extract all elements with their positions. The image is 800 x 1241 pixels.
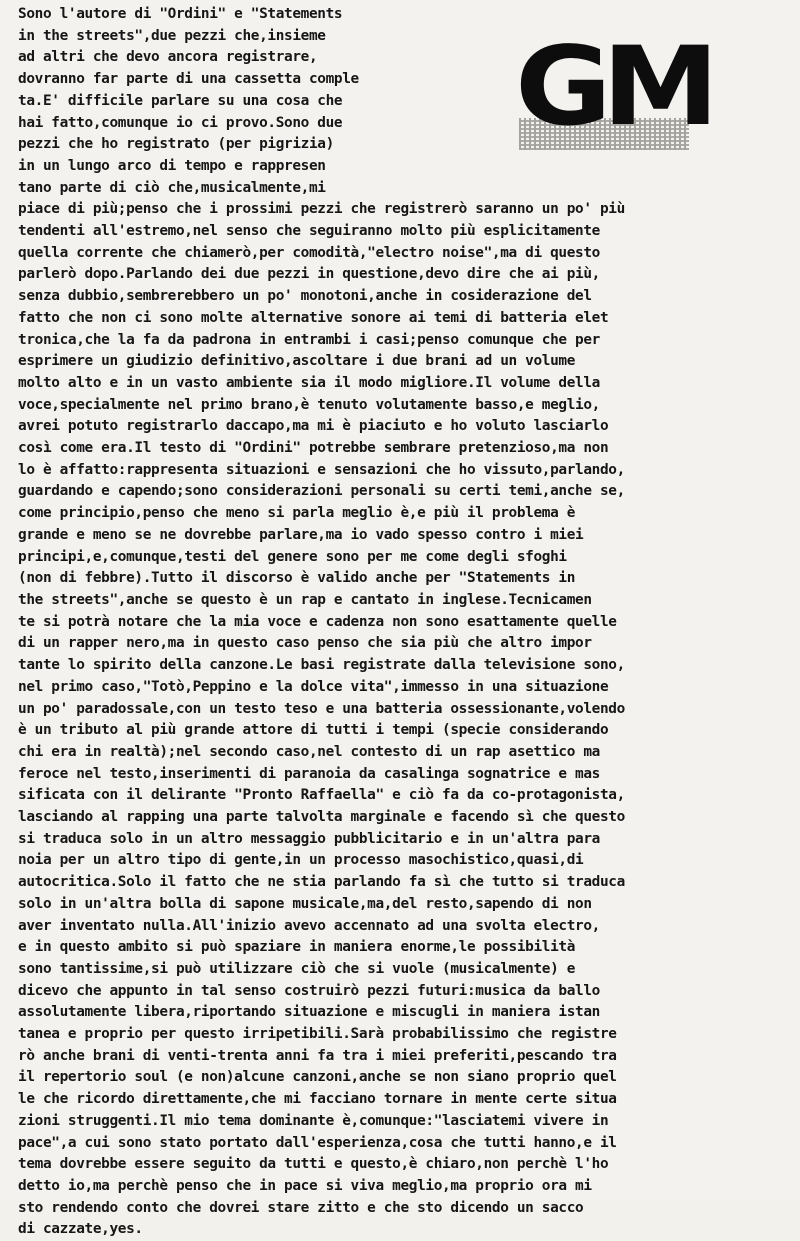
text-line: voce,specialmente nel primo brano,è tenuto volutamente basso,e meglio, bbox=[18, 396, 600, 413]
text-line: è un tributo al più grande attore di tutti i tempi (specie considerando bbox=[18, 722, 609, 739]
text-line: un po' paradossale,con un testo teso e una batteria ossessionante,volendo bbox=[18, 700, 625, 717]
text-line: feroce nel testo,inserimenti di paranoia da casalinga sognatrice e mas bbox=[18, 765, 600, 782]
text-line: assolutamente libera,riportando situazione e miscugli in maniera istan bbox=[18, 1004, 600, 1021]
text-line: (non di febbre).Tutto il discorso è valido anche per "Statements in bbox=[18, 570, 576, 587]
text-line: grande e meno se ne dovrebbe parlare,ma io vado spesso contro i miei bbox=[18, 526, 584, 543]
text-line: aver inventato nulla.All'inizio avevo accennato ad una svolta electro, bbox=[18, 917, 600, 934]
text-line: di un rapper nero,ma in questo caso penso che sia più che altro impor bbox=[18, 635, 592, 652]
text-line: pace",a cui sono stato portato dall'esperienza,cosa che tutti hanno,e il bbox=[18, 1134, 617, 1151]
text-line: tanea e proprio per questo irripetibili.Sarà probabilissimo che registre bbox=[18, 1026, 617, 1043]
text-line: chi era in realtà);nel secondo caso,nel contesto di un rap asettico ma bbox=[18, 743, 600, 760]
text-line: molto alto e in un vasto ambiente sia il modo migliore.Il volume della bbox=[18, 374, 600, 391]
text-line: esprimere un giudizio definitivo,ascoltare i due brani ad un volume bbox=[18, 353, 576, 370]
text-line: come principio,penso che meno si parla meglio è,e più il problema è bbox=[18, 505, 576, 522]
text-line: si traduca solo in un altro messaggio pubblicitario e in un'altra para bbox=[18, 830, 600, 847]
article-text bbox=[18, 4, 794, 1241]
text-line: senza dubbio,sembrerebbero un po' monotoni,anche in cosiderazione del bbox=[18, 288, 592, 305]
text-line: noia per un altro tipo di gente,in un processo masochistico,quasi,di bbox=[18, 852, 584, 869]
text-line: dicevo che appunto in tal senso costruirò pezzi futuri:musica da ballo bbox=[18, 982, 600, 999]
text-line: quella corrente che chiamerò,per comodità,"electro noise",ma di questo bbox=[18, 244, 600, 261]
text-line: sificata con il delirante "Pronto Raffaella" e ciò fa da co-protagonista, bbox=[18, 787, 625, 804]
text-line: zioni struggenti.Il mio tema dominante è,comunque:"lasciatemi vivere in bbox=[18, 1112, 609, 1129]
text-line: rò anche brani di venti-trenta anni fa tra i miei preferiti,pescando tra bbox=[18, 1047, 617, 1064]
text-line: solo in un'altra bolla di sapone musicale,ma,del resto,sapendo di non bbox=[18, 895, 592, 912]
text-line: di cazzate,yes. bbox=[18, 1221, 143, 1238]
text-line: il repertorio soul (e non)alcune canzoni,anche se non siano proprio quel bbox=[18, 1069, 617, 1086]
text-line: in the streets",due pezzi che,insieme bbox=[18, 27, 326, 44]
text-line: pezzi che ho registrato (per pigrizia) bbox=[18, 136, 334, 153]
text-line: the streets",anche se questo è un rap e cantato in inglese.Tecnicamen bbox=[18, 591, 592, 608]
text-line: e in questo ambito si può spaziare in maniera enorme,le possibilità bbox=[18, 939, 576, 956]
text-line: principi,e,comunque,testi del genere sono per me come degli sfoghi bbox=[18, 548, 567, 565]
text-line: tano parte di ciò che,musicalmente,mi bbox=[18, 179, 326, 196]
text-line: guardando e capendo;sono considerazioni personali su certi temi,anche se, bbox=[18, 483, 625, 500]
text-line: lasciando al rapping una parte talvolta marginale e facendo sì che questo bbox=[18, 809, 625, 826]
text-line: tronica,che la fa da padrona in entrambi i casi;penso comunque che per bbox=[18, 331, 600, 348]
text-line: parlerò dopo.Parlando dei due pezzi in questione,devo dire che ai più, bbox=[18, 266, 600, 283]
text-line: hai fatto,comunque io ci provo.Sono due bbox=[18, 114, 343, 131]
text-line: sono tantissime,si può utilizzare ciò che si vuole (musicalmente) e bbox=[18, 960, 576, 977]
text-line: Sono l'autore di "Ordini" e "Statements bbox=[18, 6, 343, 22]
text-line: lo è affatto:rappresenta situazioni e sensazioni che ho vissuto,parlando, bbox=[18, 461, 625, 478]
text-line: in un lungo arco di tempo e rappresen bbox=[18, 157, 326, 174]
logo-text: GM bbox=[515, 22, 710, 150]
text-line: nel primo caso,"Totò,Peppino e la dolce vita",immesso in una situazione bbox=[18, 678, 609, 695]
text-line: così come era.Il testo di "Ordini" potrebbe sembrare pretenzioso,ma non bbox=[18, 440, 609, 457]
text-line: sto rendendo conto che dovrei stare zitto e che sto dicendo un sacco bbox=[18, 1199, 584, 1216]
text-line: dovranno far parte di una cassetta comple bbox=[18, 71, 359, 88]
text-line: te si potrà notare che la mia voce e cadenza non sono esattamente quelle bbox=[18, 613, 617, 630]
text-line: ad altri che devo ancora registrare, bbox=[18, 49, 318, 66]
text-line: avrei potuto registrarlo daccapo,ma mi è piaciuto e ho voluto lasciarlo bbox=[18, 418, 609, 435]
text-line: ta.E' difficile parlare su una cosa che bbox=[18, 92, 343, 109]
text-line: tante lo spirito della canzone.Le basi registrate dalla televisione sono, bbox=[18, 657, 625, 674]
text-line: tema dovrebbe essere seguito da tutti e questo,è chiaro,non perchè l'ho bbox=[18, 1156, 609, 1173]
text-line: piace di più;penso che i prossimi pezzi che registrerò saranno un po' più bbox=[18, 201, 625, 218]
text-line: fatto che non ci sono molte alternative sonore ai temi di batteria elet bbox=[18, 309, 609, 326]
text-line: tendenti all'estremo,nel senso che seguiranno molto più esplicitamente bbox=[18, 223, 600, 240]
text-line: autocritica.Solo il fatto che ne stia parlando fa sì che tutto si traduca bbox=[18, 874, 625, 891]
text-line: le che ricordo direttamente,che mi facciano tornare in mente certe situa bbox=[18, 1091, 617, 1108]
text-line: detto io,ma perchè penso che in pace si viva meglio,ma proprio ora mi bbox=[18, 1177, 592, 1194]
